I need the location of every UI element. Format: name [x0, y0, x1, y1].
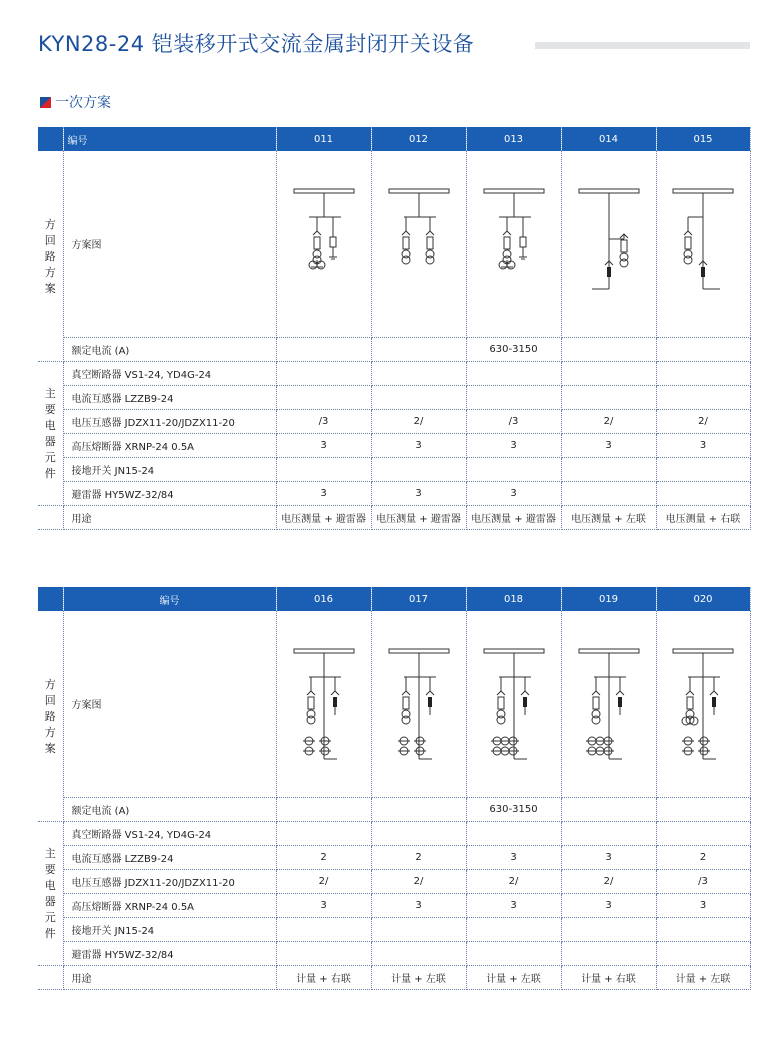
- scheme-diagram-014: [561, 151, 656, 337]
- cell: 3: [561, 893, 656, 917]
- component-row: [38, 361, 750, 385]
- header-code: 016: [276, 587, 371, 611]
- cell: [371, 821, 466, 845]
- usage-cell: 计量 + 左联: [466, 965, 561, 989]
- usage-cell: 计量 + 左联: [656, 965, 750, 989]
- diagram-row: [38, 611, 750, 797]
- usage-cell: 计量 + 右联: [561, 965, 656, 989]
- scheme-diagram-018: [466, 611, 561, 797]
- cell: [466, 385, 561, 409]
- row-label: 电流互感器 LZZB9-24: [63, 385, 276, 409]
- rated-current-value: 630-3150: [466, 797, 561, 821]
- cell: 2/: [561, 869, 656, 893]
- component-row: [38, 941, 750, 965]
- single-line-diagram: [289, 179, 359, 309]
- group-label-text: 方 回 路 方 案: [44, 677, 56, 755]
- cell: [276, 941, 371, 965]
- header-code: 017: [371, 587, 466, 611]
- cell: [561, 457, 656, 481]
- cell: 2/: [561, 409, 656, 433]
- cell: 3: [561, 845, 656, 869]
- usage-row: [38, 965, 750, 989]
- row-label: 高压熔断器 XRNP-24 0.5A: [63, 893, 276, 917]
- single-line-diagram: [384, 639, 454, 769]
- cell: [656, 385, 750, 409]
- scheme-diagram-013: [466, 151, 561, 337]
- header-code: 014: [561, 127, 656, 151]
- cell: [276, 457, 371, 481]
- component-row: [38, 409, 750, 433]
- cell: [656, 941, 750, 965]
- cell: [561, 385, 656, 409]
- cell: [656, 917, 750, 941]
- single-line-diagram: [479, 179, 549, 309]
- rated-current-row: [38, 337, 750, 361]
- single-line-diagram: [668, 179, 738, 309]
- cell: [656, 481, 750, 505]
- page-title: KYN28-24 铠装移开式交流金属封闭开关设备: [38, 32, 475, 56]
- single-line-diagram: [479, 639, 549, 769]
- cell: [656, 821, 750, 845]
- group-label-text: 主 要 电 器 元 件: [44, 847, 56, 940]
- cell: [656, 361, 750, 385]
- row-label: 方案图: [63, 611, 276, 797]
- component-row: [38, 845, 750, 869]
- scheme-diagram-019: [561, 611, 656, 797]
- row-label: 避雷器 HY5WZ-32/84: [63, 941, 276, 965]
- diagram-row: [38, 151, 750, 337]
- component-row: [38, 917, 750, 941]
- group-label-main: [38, 361, 63, 505]
- row-label: 额定电流 (A): [63, 797, 276, 821]
- cell: 2/: [276, 869, 371, 893]
- row-label: 接地开关 JN15-24: [63, 457, 276, 481]
- scheme-table-1: [38, 127, 751, 530]
- cell: /3: [466, 409, 561, 433]
- row-label: 高压熔断器 XRNP-24 0.5A: [63, 433, 276, 457]
- cell: 2/: [371, 409, 466, 433]
- cell: [561, 481, 656, 505]
- cell: [561, 361, 656, 385]
- header-code: 020: [656, 587, 750, 611]
- row-label: 用途: [63, 505, 276, 529]
- row-label: 电压互感器 JDZX11-20/JDZX11-20: [63, 869, 276, 893]
- cell: [276, 917, 371, 941]
- header-code: 013: [466, 127, 561, 151]
- header-code-label: 编号: [63, 587, 276, 611]
- component-row: [38, 385, 750, 409]
- header-code: 019: [561, 587, 656, 611]
- cell: 3: [276, 893, 371, 917]
- cell: [276, 361, 371, 385]
- section-flag-icon: [40, 97, 51, 108]
- cell: 2/: [656, 409, 750, 433]
- cell: [561, 917, 656, 941]
- header-code-label: 编号: [63, 127, 276, 151]
- cell: [656, 457, 750, 481]
- header-code: 012: [371, 127, 466, 151]
- cell: [466, 821, 561, 845]
- section-heading-text: 一次方案: [55, 95, 111, 111]
- cell: 2/: [371, 869, 466, 893]
- cell: 3: [466, 481, 561, 505]
- group-label-circuit: [38, 151, 63, 361]
- title-decor-bar: [535, 42, 750, 49]
- row-label: 接地开关 JN15-24: [63, 917, 276, 941]
- cell: 2: [276, 845, 371, 869]
- cell: 2/: [466, 869, 561, 893]
- table-header-row: [38, 587, 750, 611]
- row-label: 额定电流 (A): [63, 337, 276, 361]
- cell: 3: [276, 433, 371, 457]
- header-code: 015: [656, 127, 750, 151]
- single-line-diagram: [574, 639, 644, 769]
- row-label: 方案图: [63, 151, 276, 337]
- group-label-main: [38, 821, 63, 965]
- cell: 3: [371, 893, 466, 917]
- scheme-diagram-016: [276, 611, 371, 797]
- single-line-diagram: [574, 179, 644, 309]
- header-code: 011: [276, 127, 371, 151]
- cell: 2: [656, 845, 750, 869]
- scheme-diagram-020: [656, 611, 750, 797]
- usage-row: [38, 505, 750, 529]
- cell: 3: [561, 433, 656, 457]
- group-label-text: 方 回 路 方 案: [44, 217, 56, 295]
- cell: [466, 361, 561, 385]
- component-row: [38, 433, 750, 457]
- group-label-text: 主 要 电 器 元 件: [44, 387, 56, 480]
- cell: [466, 941, 561, 965]
- cell: [371, 457, 466, 481]
- header-code: 018: [466, 587, 561, 611]
- usage-cell: 电压测量 + 左联: [561, 505, 656, 529]
- usage-cell: 电压测量 + 避雷器: [466, 505, 561, 529]
- scheme-table-2: [38, 587, 751, 990]
- cell: 3: [466, 845, 561, 869]
- rated-current-value: 630-3150: [466, 337, 561, 361]
- single-line-diagram: [668, 639, 738, 769]
- usage-cell: 计量 + 右联: [276, 965, 371, 989]
- cell: 3: [371, 481, 466, 505]
- cell: /3: [656, 869, 750, 893]
- row-label: 电压互感器 JDZX11-20/JDZX11-20: [63, 409, 276, 433]
- usage-cell: 计量 + 左联: [371, 965, 466, 989]
- component-row: [38, 893, 750, 917]
- component-row: [38, 457, 750, 481]
- table-header-row: [38, 127, 750, 151]
- cell: [371, 941, 466, 965]
- cell: 3: [276, 481, 371, 505]
- row-label: 真空断路器 VS1-24, YD4G-24: [63, 361, 276, 385]
- component-row: [38, 869, 750, 893]
- component-row: [38, 481, 750, 505]
- row-label: 真空断路器 VS1-24, YD4G-24: [63, 821, 276, 845]
- scheme-diagram-015: [656, 151, 750, 337]
- group-label-circuit: [38, 611, 63, 821]
- cell: [561, 821, 656, 845]
- rated-current-row: [38, 797, 750, 821]
- single-line-diagram: [384, 179, 454, 309]
- scheme-diagram-011: [276, 151, 371, 337]
- scheme-diagram-017: [371, 611, 466, 797]
- cell: [371, 361, 466, 385]
- cell: /3: [276, 409, 371, 433]
- cell: [561, 941, 656, 965]
- component-row: [38, 821, 750, 845]
- row-label: 电流互感器 LZZB9-24: [63, 845, 276, 869]
- cell: 3: [466, 893, 561, 917]
- usage-cell: 电压测量 + 右联: [656, 505, 750, 529]
- single-line-diagram: [289, 639, 359, 769]
- cell: [276, 821, 371, 845]
- cell: 3: [371, 433, 466, 457]
- cell: [466, 917, 561, 941]
- section-heading: [40, 92, 111, 112]
- cell: [371, 385, 466, 409]
- cell: [276, 385, 371, 409]
- cell: 3: [656, 893, 750, 917]
- cell: 3: [656, 433, 750, 457]
- usage-cell: 电压测量 + 避雷器: [371, 505, 466, 529]
- usage-cell: 电压测量 + 避雷器: [276, 505, 371, 529]
- scheme-diagram-012: [371, 151, 466, 337]
- row-label: 用途: [63, 965, 276, 989]
- cell: 3: [466, 433, 561, 457]
- cell: [466, 457, 561, 481]
- cell: 2: [371, 845, 466, 869]
- cell: [371, 917, 466, 941]
- row-label: 避雷器 HY5WZ-32/84: [63, 481, 276, 505]
